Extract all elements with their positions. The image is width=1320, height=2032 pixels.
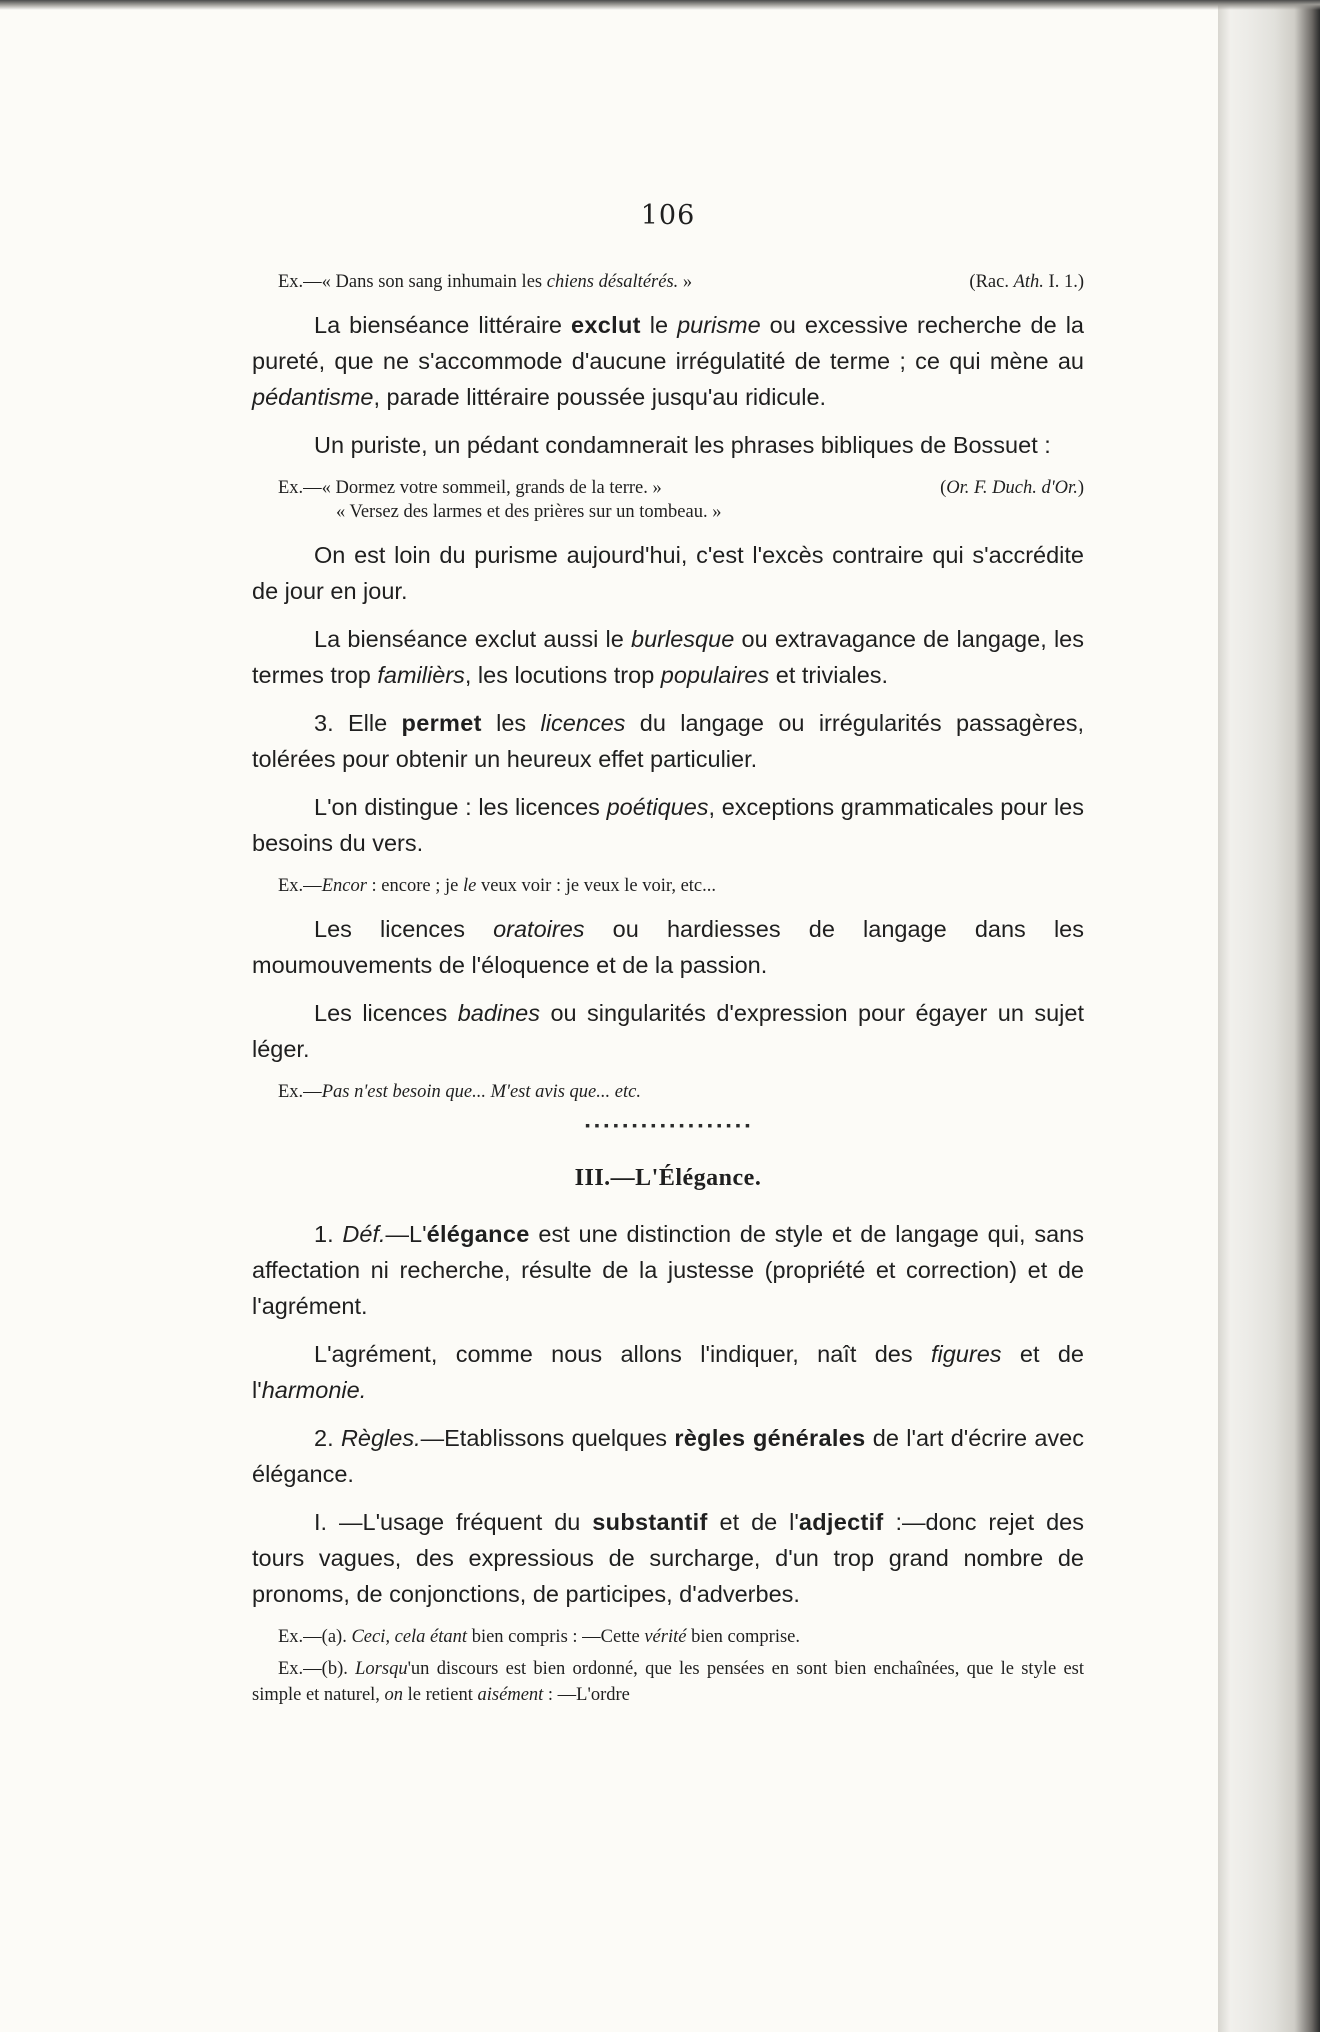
page-number: 106 (640, 200, 696, 231)
paragraph: L'on distingue : les licences poétiques, exceptions grammaticales pour les besoins du vers. (252, 794, 1084, 856)
paragraph: 2. Règles.—Etablissons quelques règles générales de l'art d'écrire avec élégance. (252, 1425, 1084, 1487)
paragraph: 1. Déf.—L'élégance est une distinction de style et de langage qui, sans affectation ni recherche, résulte de la justesse (propriété et correction) et de l'agrément. (252, 1221, 1084, 1319)
ornament-separator: ▪▪▪▪▪▪▪▪▪▪▪▪▪▪▪▪▪▪ (583, 1119, 753, 1135)
citation: (Rac. Ath. I. 1.) (969, 272, 1084, 292)
example-line: Ex.—(a). Ceci, cela étant bien compris : —Cette vérité bien comprise. (278, 1627, 800, 1647)
example-line: (Rac. Ath. I. 1.) Ex.—« Dans son sang inhumain les chiens désaltérés. » (252, 269, 1084, 295)
paragraph: La bienséance exclut aussi le burlesque ou extravagance de langage, les termes trop familièrs, les locutions trop populaires et triviales. (252, 626, 1084, 688)
example-line: Ex.—Pas n'est besoin que... M'est avis que... etc. (278, 1082, 641, 1102)
paragraph: L'agrément, comme nous allons l'indiquer, naît des figures et de l'harmonie. (252, 1341, 1085, 1403)
paragraph: 3. Elle permet les licences du langage ou irrégularités passagères, tolérées pour obtenir un heureux effet particulier. (252, 710, 1085, 772)
paragraph: On est loin du purisme aujourd'hui, c'est l'excès contraire qui s'accrédite de jour en jour. (252, 542, 1084, 604)
example-line: (Or. F. Duch. d'Or.) Ex.—« Dormez votre sommeil, grands de la terre. » (252, 475, 1084, 501)
paragraph: La bienséance littéraire exclut le purisme ou excessive recherche de la pureté, que ne s'accommode d'aucune irrégulatité de terme ; ce qui mène au pédantisme, parade littéraire poussée jusqu'au ridicule. (252, 312, 1085, 410)
paragraph: Un puriste, un pédant condamnerait les phrases bibliques de Bossuet : (314, 432, 1051, 458)
text-flow (252, 269, 1084, 1708)
page-text (252, 200, 1084, 1720)
example-line: Ex.—(b). Lorsqu'un discours est bien ordonné, que les pensées en sont bien enchaînées, que le style est simple et naturel, on le retient aisément : —L'ordre (252, 1659, 1084, 1705)
example-line: Ex.—Encor : encore ; je le veux voir : je veux le voir, etc... (278, 876, 717, 896)
paragraph: I. —L'usage fréquent du substantif et de l'adjectif :—donc rejet des tours vagues, des expressious de surcharge, d'un trop grand nombre de pronoms, de conjonctions, de participes, d'adverbes. (252, 1509, 1084, 1607)
example-line: « Versez des larmes et des prières sur un tombeau. » (336, 502, 722, 522)
top-scan-shadow (0, 0, 1320, 10)
section-heading: III.—L'Élégance. (574, 1165, 762, 1191)
page-edge-shadow (1218, 0, 1320, 2032)
paragraph: Les licences badines ou singularités d'expression pour égayer un sujet léger. (252, 1000, 1084, 1062)
citation: (Or. F. Duch. d'Or.) (940, 478, 1084, 498)
paragraph: Les licences oratoires ou hardiesses de langage dans les moumouvements de l'éloquence et de la passion. (252, 916, 1084, 978)
